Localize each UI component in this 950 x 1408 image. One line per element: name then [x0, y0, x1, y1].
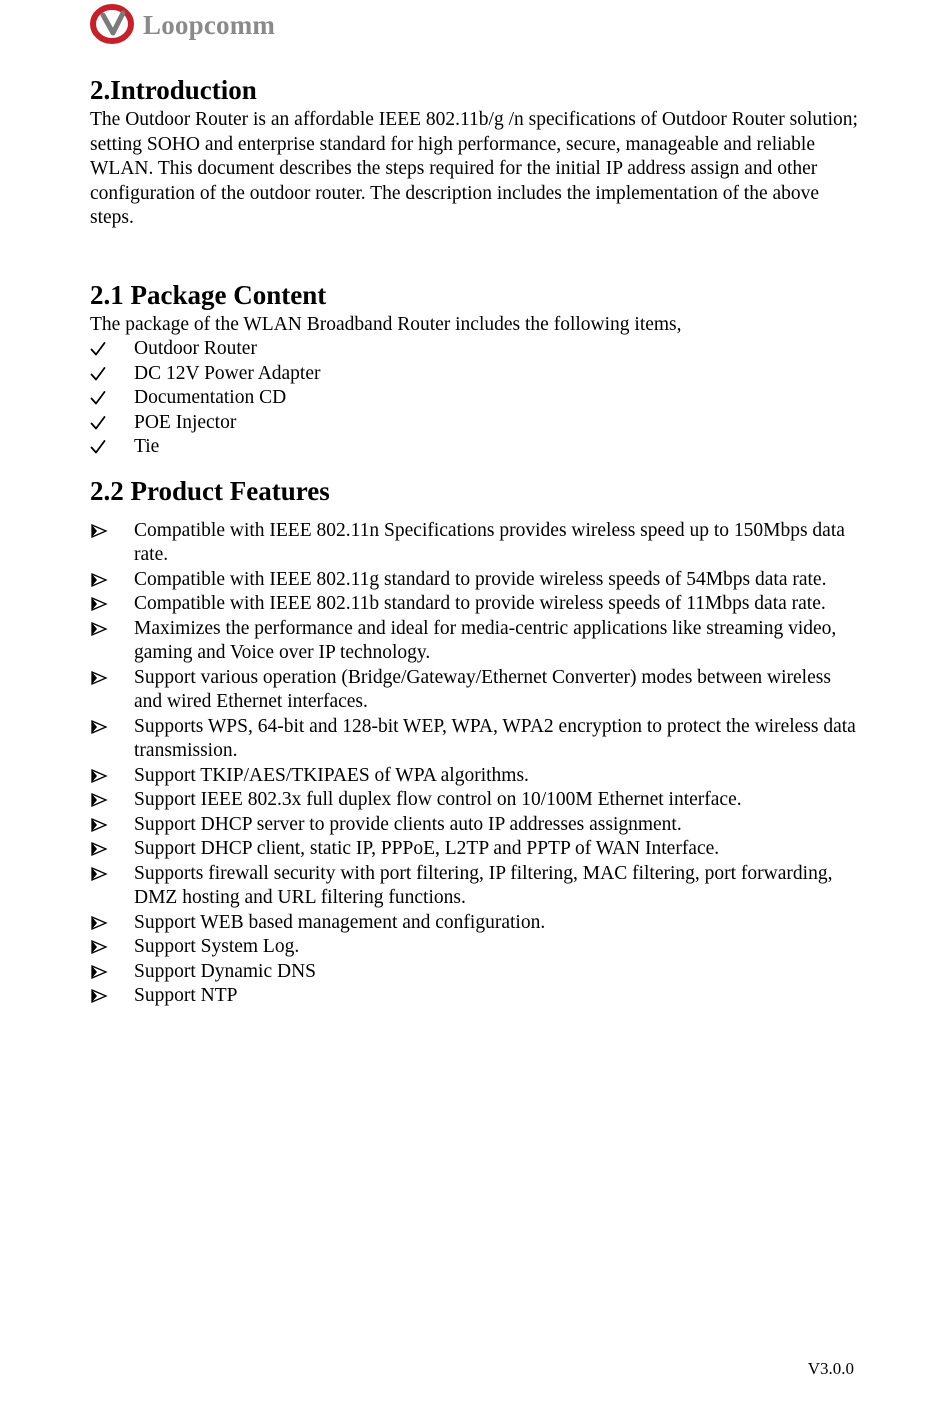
arrow-bullet-icon [90, 837, 110, 861]
document-body [90, 72, 860, 1009]
package-item-text: DC 12V Power Adapter [134, 362, 321, 384]
arrow-bullet-icon [90, 592, 110, 616]
feature-item [90, 617, 860, 666]
feature-item-text: Compatible with IEEE 802.11n Specifications provides wireless speed up to 150Mbps data rate. [134, 519, 845, 565]
company-logo [89, 2, 275, 46]
feature-item-text: Support Dynamic DNS [134, 960, 316, 982]
arrow-bullet-icon [90, 568, 110, 592]
feature-item-text: Support DHCP server to provide clients auto IP addresses assignment. [134, 813, 682, 835]
feature-item-text: Support TKIP/AES/TKIPAES of WPA algorithms. [134, 764, 529, 786]
package-item-text: POE Injector [134, 411, 237, 433]
feature-item-text: Supports firewall security with port filtering, IP filtering, MAC filtering, port forwarding, DMZ hosting and URL filtering functions. [134, 862, 833, 908]
checkmark-icon [90, 435, 110, 459]
feature-item-text: Support NTP [134, 985, 238, 1006]
version-label: V3.0.0 [807, 1359, 854, 1378]
feature-item [90, 911, 860, 936]
checkmark-icon [90, 411, 110, 435]
logo-wordmark: Loopcomm [143, 9, 276, 40]
product-features-heading: 2.2 Product Features [90, 475, 330, 506]
feature-item [90, 592, 860, 617]
package-item [90, 362, 860, 387]
arrow-bullet-icon [90, 764, 110, 788]
feature-item-text: Support WEB based management and configuration. [134, 911, 546, 933]
introduction-paragraph: The Outdoor Router is an affordable IEEE 802.11b/g /n specifications of Outdoor Router solution; setting SOHO and enterprise standard for high performance, secure, manageable and reliable WLAN. This document describes the steps required for the initial IP address assign and other configuration of the outdoor router. The description includes the implementation of the above steps. [90, 109, 858, 228]
feature-item-text: Supports WPS, 64-bit and 128-bit WEP, WPA, WPA2 encryption to protect the wireless data transmission. [134, 715, 856, 761]
arrow-bullet-icon [90, 984, 110, 1008]
package-content-heading: 2.1 Package Content [90, 279, 327, 310]
feature-item [90, 960, 860, 985]
package-item [90, 435, 860, 460]
feature-item-text: Support DHCP client, static IP, PPPoE, L2TP and PPTP of WAN Interface. [134, 838, 720, 859]
checkmark-icon [90, 362, 110, 386]
package-item [90, 337, 860, 362]
feature-item [90, 715, 860, 764]
arrow-bullet-icon [90, 519, 110, 543]
arrow-bullet-icon [90, 715, 110, 739]
package-item-text: Documentation CD [134, 387, 287, 408]
package-item [90, 386, 860, 411]
feature-item [90, 666, 860, 715]
feature-item [90, 519, 860, 568]
arrow-bullet-icon [90, 788, 110, 812]
checkmark-icon [90, 386, 110, 410]
feature-item [90, 984, 860, 1009]
arrow-bullet-icon [90, 935, 110, 959]
loopcomm-logo-icon [89, 3, 139, 45]
package-item-text: Tie [134, 436, 160, 457]
checkmark-icon [90, 337, 110, 361]
arrow-bullet-icon [90, 911, 110, 935]
arrow-bullet-icon [90, 960, 110, 984]
arrow-bullet-icon [90, 862, 110, 886]
feature-item-text: Compatible with IEEE 802.11g standard to provide wireless speeds of 54Mbps data rate. [134, 568, 827, 590]
package-items-list [90, 337, 860, 460]
feature-item-text: Compatible with IEEE 802.11b standard to provide wireless speeds of 11Mbps data rate. [134, 593, 826, 614]
feature-item-text: Support System Log. [134, 936, 300, 957]
feature-item [90, 813, 860, 838]
arrow-bullet-icon [90, 813, 110, 837]
feature-item-text: Maximizes the performance and ideal for media-centric applications like streaming video, gaming and Voice over IP technology. [134, 617, 837, 663]
product-features-list [90, 519, 860, 1009]
package-item [90, 411, 860, 436]
feature-item [90, 862, 860, 911]
feature-item-text: Support various operation (Bridge/Gateway/Ethernet Converter) modes between wireless and wired Ethernet interfaces. [134, 666, 831, 712]
feature-item [90, 788, 860, 813]
arrow-bullet-icon [90, 617, 110, 641]
feature-item [90, 764, 860, 789]
package-item-text: Outdoor Router [134, 338, 257, 359]
feature-item [90, 935, 860, 960]
feature-item-text: Support IEEE 802.3x full duplex flow control on 10/100M Ethernet interface. [134, 789, 742, 810]
introduction-heading: 2.Introduction [90, 75, 257, 105]
feature-item [90, 837, 860, 862]
feature-item [90, 568, 860, 593]
arrow-bullet-icon [90, 666, 110, 690]
package-lead-text: The package of the WLAN Broadband Router includes the following items, [90, 313, 682, 335]
